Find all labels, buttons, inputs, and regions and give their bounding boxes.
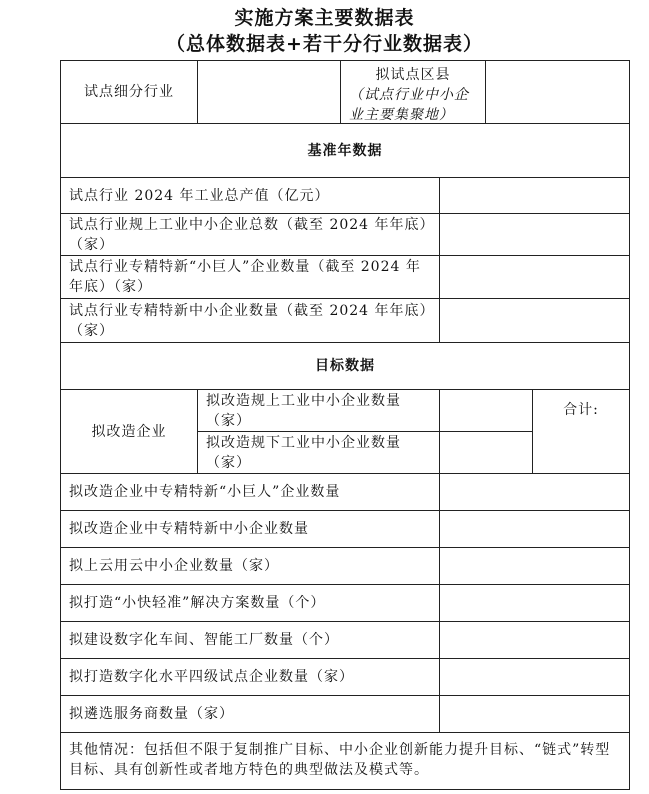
targets-section-title: 目标数据 [60, 342, 630, 390]
transform-row-label: 拟改造规下工业中小企业数量（家） [197, 431, 440, 474]
transform-row-value[interactable] [439, 389, 533, 432]
baseline-row-label: 试点行业专精特新中小企业数量（截至 2024 年年底）（家） [60, 298, 440, 343]
industry-label-cell [60, 60, 198, 124]
baseline-row-value[interactable] [439, 298, 630, 343]
baseline-row-label: 试点行业规上工业中小企业总数（截至 2024 年年底）（家） [60, 213, 440, 256]
target-row-value[interactable] [439, 510, 630, 548]
target-row-value[interactable] [439, 547, 630, 585]
baseline-row-label: 试点行业专精特新“小巨人”企业数量（截至 2024 年年底）（家） [60, 255, 440, 299]
county-label-cell [340, 60, 486, 124]
target-row-value[interactable] [439, 584, 630, 622]
baseline-row-label: 试点行业 2024 年工业总产值（亿元） [60, 177, 440, 214]
county-value-input[interactable] [485, 60, 630, 124]
document-title: 实施方案主要数据表 [234, 7, 415, 29]
transform-group-label: 拟改造企业 [60, 389, 198, 474]
target-row-value[interactable] [439, 695, 630, 733]
target-row-label: 拟建设数字化车间、智能工厂数量（个） [60, 621, 440, 659]
target-row-label: 拟上云用云中小企业数量（家） [60, 547, 440, 585]
target-row-value[interactable] [439, 621, 630, 659]
target-row-label: 拟打造数字化水平四级试点企业数量（家） [60, 658, 440, 696]
county-label-note: （试点行业中小企业主要集聚地） [349, 87, 469, 123]
target-row-label: 拟打造“小快轻准”解决方案数量（个） [60, 584, 440, 622]
industry-label: 试点细分行业 [84, 84, 174, 100]
transform-row-value[interactable] [439, 431, 533, 474]
baseline-row-value[interactable] [439, 177, 630, 214]
baseline-row-value[interactable] [439, 255, 630, 299]
county-label: 拟试点区县 [375, 67, 451, 83]
baseline-section-title: 基准年数据 [60, 123, 630, 178]
industry-value-input[interactable] [197, 60, 341, 124]
total-label: 合计: [563, 402, 599, 418]
target-row-value[interactable] [439, 473, 630, 511]
baseline-row-value[interactable] [439, 213, 630, 256]
other-notes[interactable]: 其他情况：包括但不限于复制推广目标、中小企业创新能力提升目标、“链式”转型目标、具有创新性或者地方特色的典型做法及模式等。 [60, 732, 630, 790]
document-subtitle: （总体数据表+若干分行业数据表） [166, 33, 483, 55]
total-cell[interactable] [532, 389, 630, 474]
target-row-label: 拟改造企业中专精特新中小企业数量 [60, 510, 440, 548]
transform-row-label: 拟改造规上工业中小企业数量（家） [197, 389, 440, 432]
target-row-label: 拟遴选服务商数量（家） [60, 695, 440, 733]
target-row-value[interactable] [439, 658, 630, 696]
target-row-label: 拟改造企业中专精特新“小巨人”企业数量 [60, 473, 440, 511]
